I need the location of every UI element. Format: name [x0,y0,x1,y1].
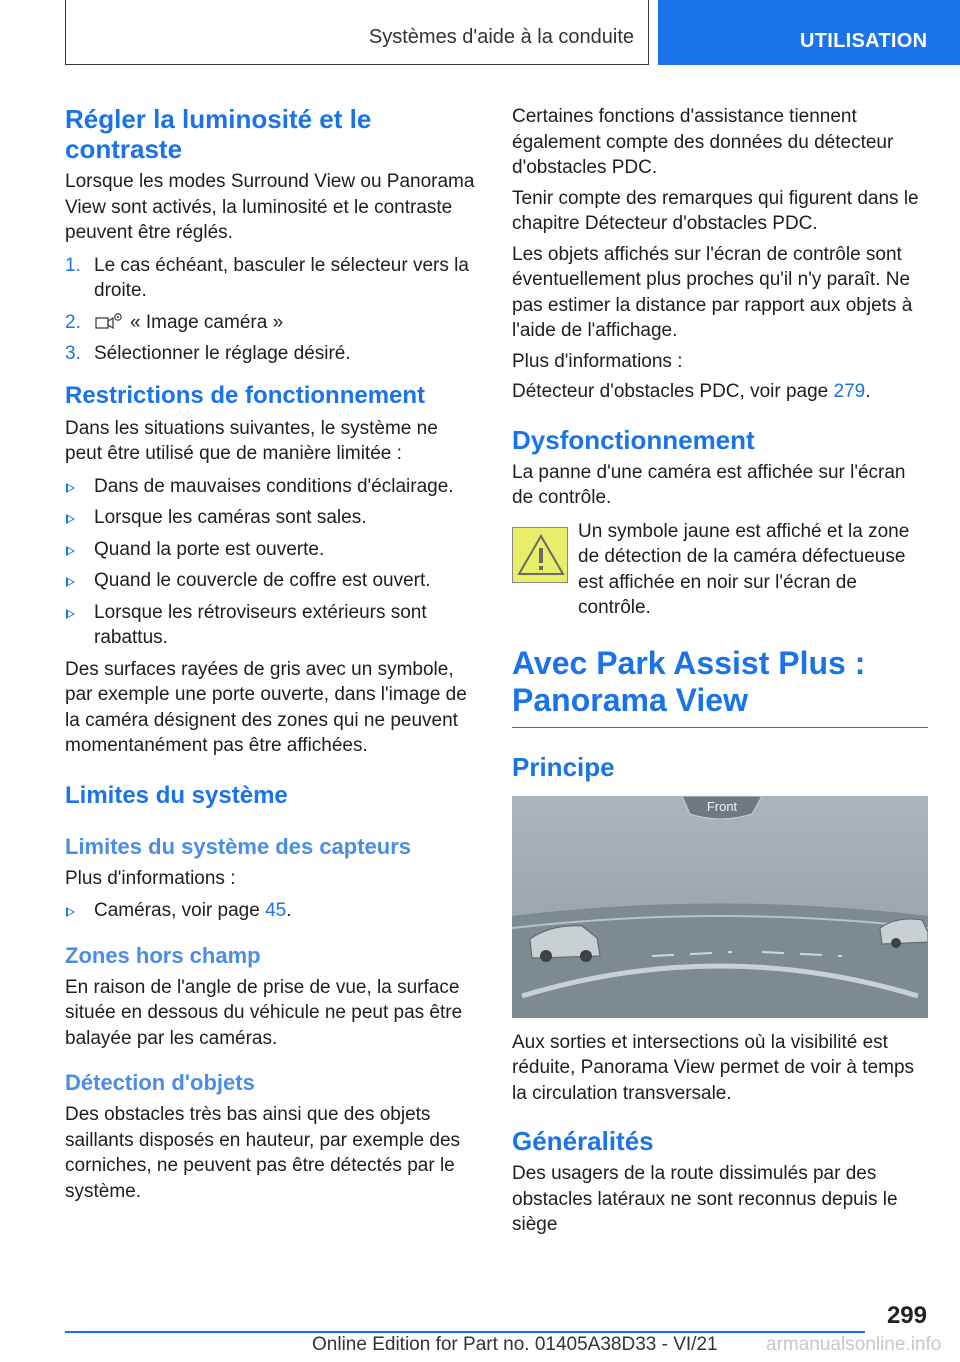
heading-brightness: Régler la luminosité et le contraste [65,104,372,164]
list-item-text: Dans de mauvaises conditions d'éclairage. [94,475,454,497]
step-text: Sélectionner le réglage désiré. [94,343,351,364]
list-item-text: Lorsque les caméras sont sales. [94,507,367,528]
list-item [65,253,479,304]
paragraph-pdc-3: Les objets affichés sur l'écran de contrôle sont éventuellement plus proches qu'il n'y paraît. Ne pas estimer la distance par rapport aux objets à l'aide de l'affichage. [512,243,913,341]
step-number: 3. [65,343,81,364]
paragraph-blind-zones: En raison de l'angle de prise de vue, la surface située en dessous du véhicule ne peut pas être balayée par les caméras. [65,976,463,1049]
paragraph-detection: Des obstacles très bas ainsi que des objets saillants disposés en hauteur, par exemple des corniches, ne peuvent pas être détectés par le système. [65,1104,461,1202]
footer-divider [65,1331,865,1333]
steps-list [65,253,479,367]
list-item-text: Caméras, voir page [94,900,266,921]
bullet-triangle-icon [66,907,75,917]
bullet-triangle-icon [66,546,75,556]
watermark-text: armanualsonline.info [766,1334,942,1355]
list-item [65,341,479,367]
step-number: 2. [65,311,81,333]
camera-settings-icon [94,310,124,332]
heading-detection: Détection d'objets [65,1070,255,1095]
heading-principle: Principe [512,751,615,782]
bullet-triangle-icon [66,483,75,493]
bullet-triangle-icon [66,577,75,587]
step-text: « Image caméra » [130,311,284,333]
paragraph-more-info: Plus d'informations : [65,867,236,889]
heading-malfunction: Dysfonctionnement [512,424,755,455]
paragraph-pdc-2: Tenir compte des remarques qui figurent dans le chapitre Détecteur d'obstacles PDC. [512,187,919,234]
header-chapter-title: UTILISATION [800,30,928,52]
paragraph-brightness: Lorsque les modes Surround View ou Panorama View sont activés, la luminosité et le contraste peuvent être réglés. [65,171,475,243]
list-item-end: . [286,900,292,921]
sensor-list [65,898,479,924]
bullet-triangle-icon [66,609,75,619]
paragraph-principle: Aux sorties et intersections où la visibilité est réduite, Panorama View permet de voir à temps la circulation transversale. [512,1031,915,1104]
list-item [65,310,479,336]
heading-general: Généralités [512,1126,654,1156]
list-item [65,474,479,500]
list-item [65,898,479,924]
panorama-view-image [512,796,928,1018]
page-header [0,0,960,66]
left-column [65,100,479,1204]
step-text: Le cas échéant, basculer le sélecteur vers la droite. [94,254,469,301]
paragraph-surfaces: Des surfaces rayées de gris avec un symbole, par exemple une porte ouverte, dans l'image de la caméra désignent des zones qui ne peuvent momentanément pas être affichées. [65,658,467,756]
paragraph-more-info-right: Plus d'informations : [512,350,683,372]
header-section-title: Systèmes d'aide à la conduite [368,26,634,48]
list-item-text: Quand le couvercle de coffre est ouvert. [94,570,431,591]
page-number: 299 [886,1302,927,1329]
heading-limits: Limites du système [65,781,288,809]
pdc-ref-text: Détecteur d'obstacles PDC, voir page [512,381,834,402]
list-item-text: Quand la porte est ouverte. [94,538,325,560]
edition-text: Online Edition for Part no. 01405A38D33 - VI/21 [312,1334,718,1355]
paragraph-pdc-1: Certaines fonctions d'assistance tiennent également compte des données du détecteur d'obstacles PDC. [512,106,894,178]
list-item [65,568,479,594]
bullet-triangle-icon [66,514,75,524]
photo-front-label: Front [706,798,738,814]
paragraph-malfunction: La panne d'une caméra est affichée sur l'écran de contrôle. [512,461,906,508]
restrictions-list [65,474,479,651]
heading-restrictions: Restrictions de fonctionnement [65,381,426,409]
step-number: 1. [65,254,81,276]
paragraph-restrictions: Dans les situations suivantes, le système ne peut être utilisé que de manière limitée : [65,417,438,464]
warning-block [512,519,928,621]
paragraph-general: Des usagers de la route dissimulés par des obstacles latéraux ne sont reconnus depuis le siège [512,1163,898,1235]
header-chapter-tab [658,0,960,65]
heading-blind-zones: Zones hors champ [65,942,261,968]
list-item [65,537,479,563]
paragraph-warning: Un symbole jaune est affiché et la zone de détection de la caméra défectueuse est affichée en noir sur l'écran de contrôle. [578,520,910,618]
page-link-45[interactable]: 45 [265,900,287,921]
paragraph-pdc-ref [512,379,928,405]
right-column [512,100,928,1238]
heading-park-assist: Avec Park Assist Plus : Panorama View [512,645,928,728]
header-section-box [65,0,649,65]
list-item [65,600,479,651]
page-link-279[interactable]: 279 [833,381,866,402]
pdc-ref-end: . [865,381,871,402]
list-item [65,505,479,531]
list-item-text: Lorsque les rétroviseurs extérieurs sont rabattus. [94,601,427,648]
warning-triangle-icon [512,527,568,583]
heading-sensor-limits: Limites du système des capteurs [65,833,412,859]
